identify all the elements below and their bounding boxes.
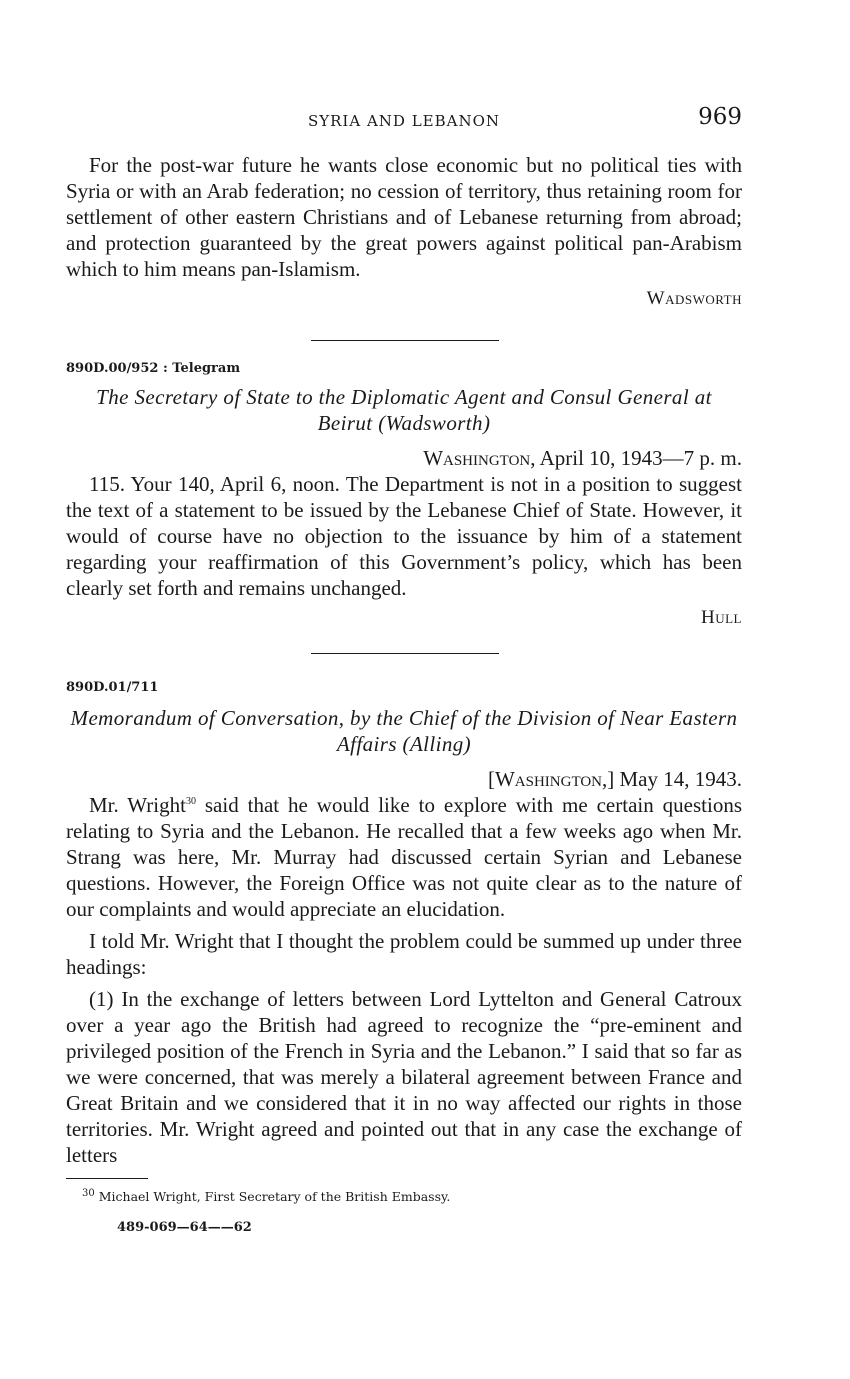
telegram-title: The Secretary of State to the Diplomatic Agent and Consul General at Beirut (Wadsworth) bbox=[96, 385, 712, 435]
footnote-reference: 30 bbox=[185, 796, 196, 807]
footnote bbox=[82, 1189, 742, 1204]
paragraph-lead: Mr. Wright bbox=[89, 793, 186, 817]
dateline-place: Washington, bbox=[423, 446, 536, 470]
memorandum-paragraph-2: I told Mr. Wright that I thought the problem could be summed up under three headings: bbox=[66, 929, 742, 979]
signature-wadsworth: Wadsworth bbox=[646, 288, 742, 309]
dateline-time: April 10, 1943—7 p. m. bbox=[539, 446, 742, 470]
dateline-date: ] May 14, 1943. bbox=[607, 767, 742, 791]
telegram-body: 115. Your 140, April 6, noon. The Department is not in a position to suggest the text of a statement to be issued by the Lebanese Chief of State. However, it would of course have no objection to the issuance by him of a statement regarding your reaffirmation of this Government’s policy, which has been clearly set forth and remains unchanged. bbox=[66, 472, 742, 600]
footnote-text: Michael Wright, First Secretary of the British Embassy. bbox=[98, 1189, 451, 1204]
page-header bbox=[66, 104, 742, 138]
document-page bbox=[66, 104, 742, 1235]
dateline-bracket-open: [ bbox=[487, 767, 495, 791]
footnote-mark: 30 bbox=[82, 1187, 95, 1199]
memorandum-paragraph-1 bbox=[66, 792, 742, 922]
telegram-file-reference: 890D.00/952 : Telegram bbox=[66, 361, 241, 376]
dateline-place: Washington, bbox=[494, 767, 608, 791]
running-head: SYRIA AND LEBANON bbox=[307, 112, 501, 130]
page-number: 969 bbox=[698, 104, 742, 130]
print-code: 489-069—64——62 bbox=[117, 1220, 252, 1235]
signature-hull: Hull bbox=[701, 607, 742, 628]
paragraph-rest: said that he would like to explore with me certain questions relating to Syria and the Lebanon. He recalled that a few weeks ago when Mr. Strang was here, Mr. Murray had discussed certain Syrian and Lebanese questions. However, the Foreign Office was not quite clear as to the nature of our complaints and would appreciate an elucidation. bbox=[66, 793, 742, 921]
closing-paragraph: For the post-war future he wants close economic but no political ties with Syria or with an Arab federation; no cession of territory, thus retaining room for settlement of other eastern Christians and of Lebanese returning from abroad; and protection guaranteed by the great powers against political pan-Arabism which to him means pan-Islamism. bbox=[66, 153, 742, 281]
memorandum-file-reference: 890D.01/711 bbox=[66, 680, 159, 695]
memorandum-paragraph-3: (1) In the exchange of letters between Lord Lyttelton and General Catroux over a year ago the British had agreed to recognize the “pre-eminent and privileged position of the French in Syria and the Lebanon.” I said that so far as we were concerned, that was merely a bilateral agreement between France and Great Britain and we considered that it in no way affected our rights in those territories. Mr. Wright agreed and pointed out that in any case the exchange of letters bbox=[66, 987, 742, 1167]
telegram-dateline bbox=[66, 446, 742, 471]
memorandum-title: Memorandum of Conversation, by the Chief of the Division of Near Eastern Affairs (Alling) bbox=[70, 706, 738, 756]
memorandum-dateline bbox=[66, 767, 742, 792]
